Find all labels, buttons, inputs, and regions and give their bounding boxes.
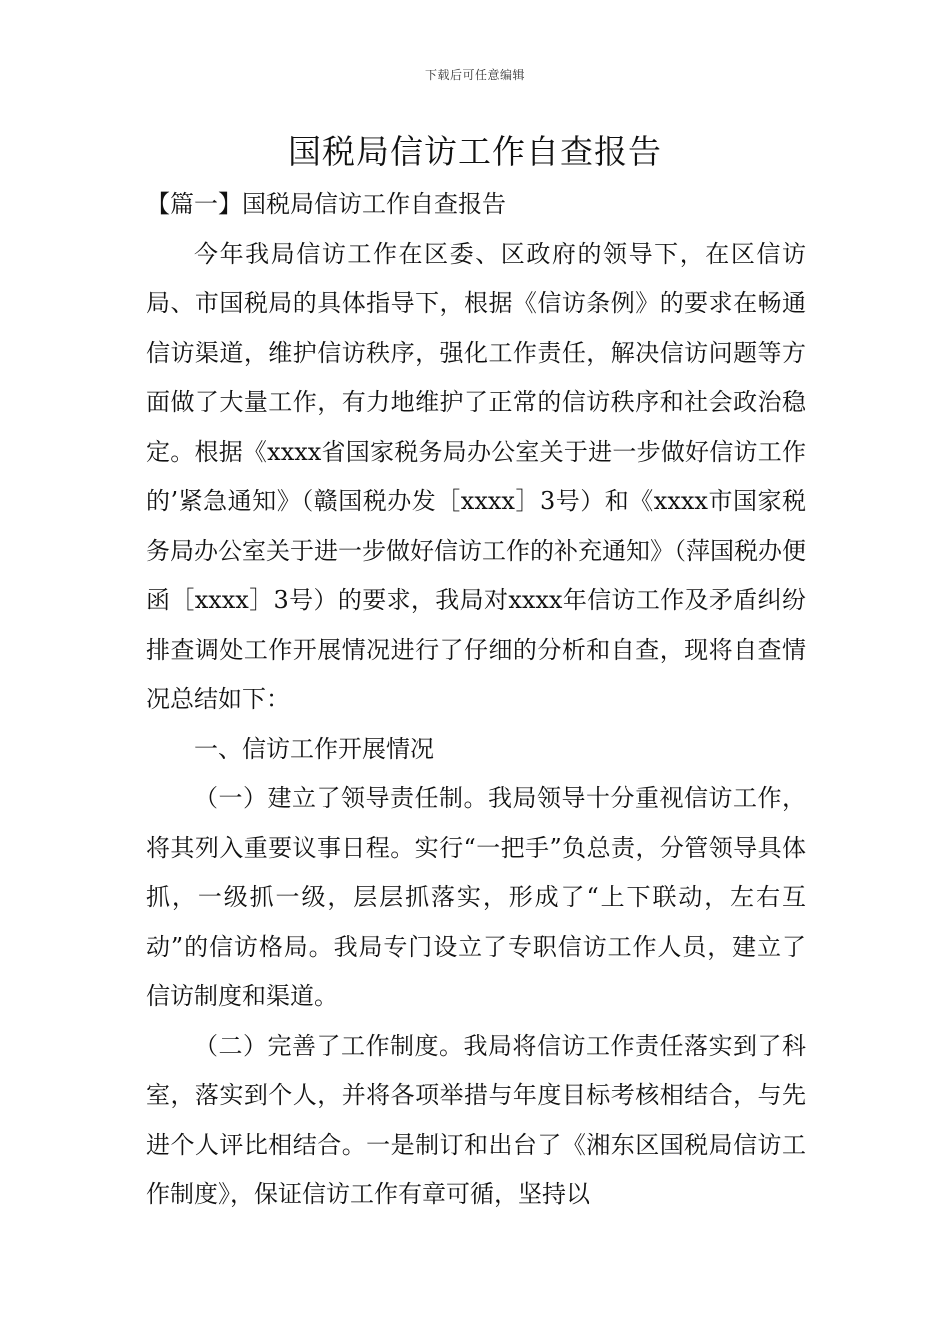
paragraph-system: （二）完善了工作制度。我局将信访工作责任落实到了科室，落实到个人，并将各项举措与年度目标考核相结合，与先进个人评比相结合。一是制订和出台了《湘东区国税局信访工作制度》，保证信访工作有章可循，坚持以 <box>146 1031 806 1208</box>
paragraph-intro: 今年我局信访工作在区委、区政府的领导下，在区信访局、市国税局的具体指导下，根据《信访条例》的要求在畅通信访渠道，维护信访秩序，强化工作责任，解决信访问题等方面做了大量工作，有力地维护了正常的信访秩序和社会政治稳定。根据《xxxx省国家税务局办公室关于进一步做好信访工作的’紧急通知》（赣国税办发［xxxx］3号）和《xxxx市国家税务局办公室关于进一步做好信访工作的补充通知》（萍国税办便函［xxxx］3号）的要求，我局对xxxx年信访工作及矛盾纠纷排查调处工作开展情况进行了仔细的分析和自查，现将自查情况总结如下： <box>146 239 806 713</box>
header-note: 下载后可任意编辑 <box>424 68 525 82</box>
paragraph-leadership: （一）建立了领导责任制。我局领导十分重视信访工作，将其列入重要议事日程。实行“一把手”负总责，分管领导具体抓，一级抓一级，层层抓落实，形成了“上下联动，左右互动”的信访格局。我局专门设立了专职信访工作人员，建立了信访制度和渠道。 <box>146 784 806 1010</box>
document-body <box>146 180 806 1220</box>
document-title: 国税局信访工作自查报告 <box>288 132 662 171</box>
section-heading-1: 一、信访工作开展情况 <box>194 734 434 763</box>
section-subtitle: 【篇一】国税局信访工作自查报告 <box>146 190 506 218</box>
